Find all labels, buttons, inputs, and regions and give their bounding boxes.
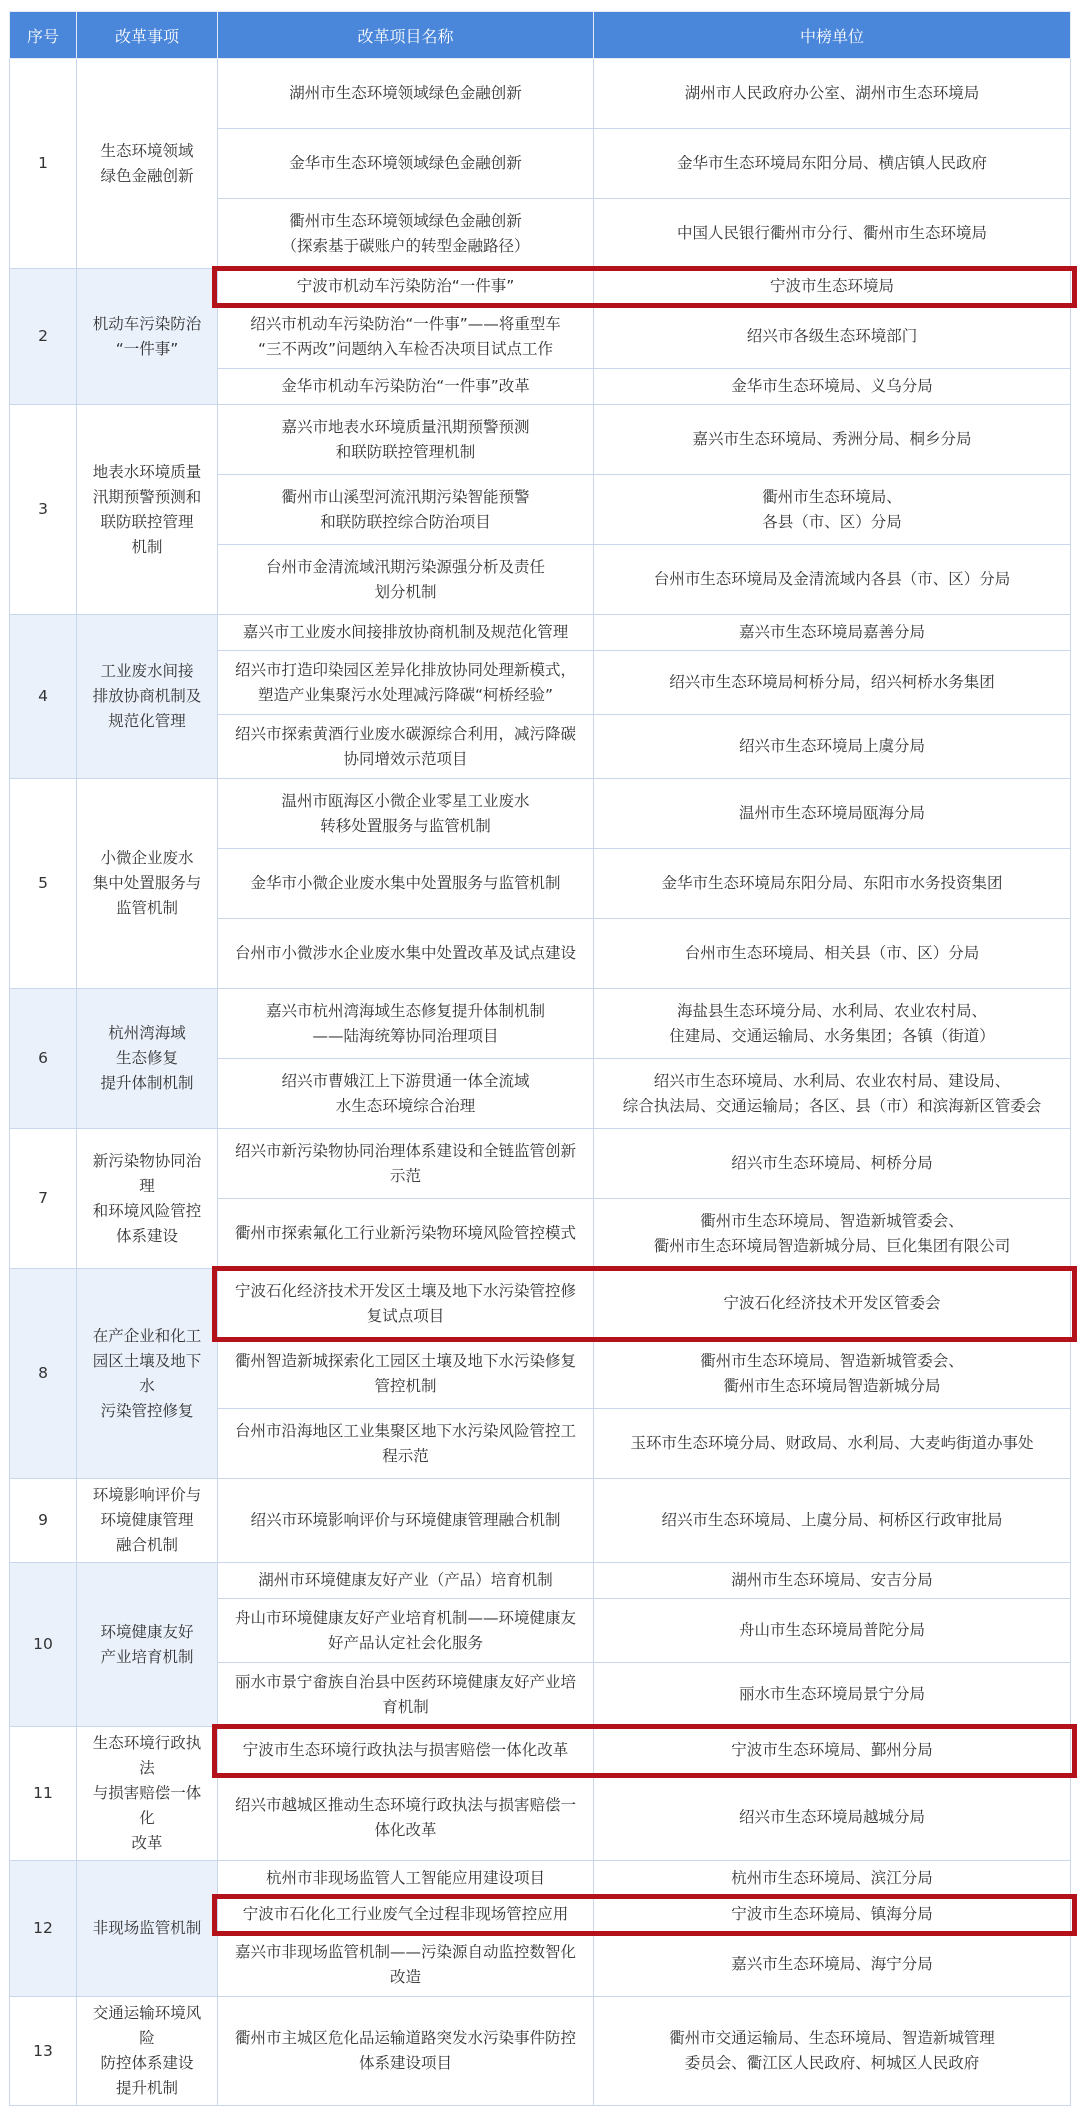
cell-reform-item: 新污染物协同治理 和环境风险管控 体系建设 <box>77 1129 218 1269</box>
cell-winning-unit: 绍兴市生态环境局、水利局、农业农村局、建设局、 综合执法局、交通运输局；各区、县（市）和滨海新区管委会 <box>594 1059 1071 1129</box>
cell-project-name: 衢州市主城区危化品运输道路突发水污染事件防控 体系建设项目 <box>218 1997 594 2106</box>
cell-reform-item: 环境健康友好 产业培育机制 <box>77 1563 218 1727</box>
cell-winning-unit: 金华市生态环境局东阳分局、东阳市水务投资集团 <box>594 849 1071 919</box>
cell-project-name: 湖州市环境健康友好产业（产品）培育机制 <box>218 1563 594 1599</box>
cell-reform-item: 环境影响评价与 环境健康管理 融合机制 <box>77 1479 218 1563</box>
cell-winning-unit: 台州市生态环境局、相关县（市、区）分局 <box>594 919 1071 989</box>
header-unit: 中榜单位 <box>594 12 1071 59</box>
cell-no: 1 <box>10 59 77 269</box>
cell-winning-unit: 宁波石化经济技术开发区管委会 <box>594 1269 1071 1339</box>
table-row <box>10 1727 1071 1775</box>
cell-winning-unit: 金华市生态环境局、义乌分局 <box>594 369 1071 405</box>
cell-project-name: 台州市金清流域汛期污染源强分析及责任 划分机制 <box>218 545 594 615</box>
table-body <box>10 59 1071 2106</box>
cell-winning-unit: 温州市生态环境局瓯海分局 <box>594 779 1071 849</box>
cell-project-name: 宁波市石化化工行业废气全过程非现场管控应用 <box>218 1897 594 1933</box>
cell-project-name: 金华市生态环境领域绿色金融创新 <box>218 129 594 199</box>
cell-winning-unit: 宁波市生态环境局、鄞州分局 <box>594 1727 1071 1775</box>
table-row <box>10 1861 1071 1897</box>
cell-winning-unit: 湖州市人民政府办公室、湖州市生态环境局 <box>594 59 1071 129</box>
cell-no: 11 <box>10 1727 77 1861</box>
cell-reform-item: 非现场监管机制 <box>77 1861 218 1997</box>
table-row <box>10 1129 1071 1199</box>
table-row <box>10 59 1071 129</box>
cell-no: 7 <box>10 1129 77 1269</box>
cell-project-name: 宁波市生态环境行政执法与损害赔偿一体化改革 <box>218 1727 594 1775</box>
cell-winning-unit: 衢州市交通运输局、生态环境局、智造新城管理 委员会、衢江区人民政府、柯城区人民政府 <box>594 1997 1071 2106</box>
cell-project-name: 绍兴市新污染物协同治理体系建设和全链监管创新 示范 <box>218 1129 594 1199</box>
header-no: 序号 <box>10 12 77 59</box>
cell-reform-item: 生态环境行政执法 与损害赔偿一体化 改革 <box>77 1727 218 1861</box>
cell-winning-unit: 绍兴市生态环境局、柯桥分局 <box>594 1129 1071 1199</box>
table-row <box>10 1997 1071 2106</box>
cell-project-name: 衢州市生态环境领域绿色金融创新 （探索基于碳账户的转型金融路径） <box>218 199 594 269</box>
cell-project-name: 金华市小微企业废水集中处置服务与监管机制 <box>218 849 594 919</box>
cell-winning-unit: 宁波市生态环境局 <box>594 269 1071 305</box>
cell-winning-unit: 绍兴市生态环境局越城分局 <box>594 1775 1071 1861</box>
cell-project-name: 绍兴市机动车污染防治“一件事”——将重型车 “三不两改”问题纳入车检否决项目试点工作 <box>218 305 594 369</box>
cell-winning-unit: 衢州市生态环境局、 各县（市、区）分局 <box>594 475 1071 545</box>
cell-project-name: 宁波石化经济技术开发区土壤及地下水污染管控修 复试点项目 <box>218 1269 594 1339</box>
cell-project-name: 衢州市山溪型河流汛期污染智能预警 和联防联控综合防治项目 <box>218 475 594 545</box>
table-row <box>10 1479 1071 1563</box>
cell-no: 4 <box>10 615 77 779</box>
cell-project-name: 绍兴市探索黄酒行业废水碳源综合利用，减污降碳 协同增效示范项目 <box>218 715 594 779</box>
cell-project-name: 绍兴市打造印染园区差异化排放协同处理新模式， 塑造产业集聚污水处理减污降碳“柯桥经验” <box>218 651 594 715</box>
cell-winning-unit: 中国人民银行衢州市分行、衢州市生态环境局 <box>594 199 1071 269</box>
cell-winning-unit: 绍兴市生态环境局、上虞分局、柯桥区行政审批局 <box>594 1479 1071 1563</box>
cell-reform-item: 杭州湾海域 生态修复 提升体制机制 <box>77 989 218 1129</box>
cell-winning-unit: 舟山市生态环境局普陀分局 <box>594 1599 1071 1663</box>
cell-winning-unit: 嘉兴市生态环境局、秀洲分局、桐乡分局 <box>594 405 1071 475</box>
cell-no: 8 <box>10 1269 77 1479</box>
header-item: 改革事项 <box>77 12 218 59</box>
table-row <box>10 1269 1071 1339</box>
cell-project-name: 湖州市生态环境领域绿色金融创新 <box>218 59 594 129</box>
cell-project-name: 嘉兴市地表水环境质量汛期预警预测 和联防联控管理机制 <box>218 405 594 475</box>
cell-reform-item: 生态环境领域 绿色金融创新 <box>77 59 218 269</box>
cell-winning-unit: 绍兴市各级生态环境部门 <box>594 305 1071 369</box>
cell-project-name: 舟山市环境健康友好产业培育机制——环境健康友 好产品认定社会化服务 <box>218 1599 594 1663</box>
cell-no: 6 <box>10 989 77 1129</box>
cell-winning-unit: 绍兴市生态环境局上虞分局 <box>594 715 1071 779</box>
cell-no: 5 <box>10 779 77 989</box>
cell-reform-item: 小微企业废水 集中处置服务与 监管机制 <box>77 779 218 989</box>
table-row <box>10 405 1071 475</box>
cell-reform-item: 机动车污染防治 “一件事” <box>77 269 218 405</box>
cell-winning-unit: 金华市生态环境局东阳分局、横店镇人民政府 <box>594 129 1071 199</box>
cell-no: 3 <box>10 405 77 615</box>
cell-project-name: 绍兴市环境影响评价与环境健康管理融合机制 <box>218 1479 594 1563</box>
cell-project-name: 绍兴市曹娥江上下游贯通一体全流域 水生态环境综合治理 <box>218 1059 594 1129</box>
cell-project-name: 台州市沿海地区工业集聚区地下水污染风险管控工 程示范 <box>218 1409 594 1479</box>
cell-winning-unit: 衢州市生态环境局、智造新城管委会、 衢州市生态环境局智造新城分局 <box>594 1339 1071 1409</box>
cell-project-name: 绍兴市越城区推动生态环境行政执法与损害赔偿一 体化改革 <box>218 1775 594 1861</box>
cell-winning-unit: 海盐县生态环境分局、水利局、农业农村局、 住建局、交通运输局、水务集团；各镇（街道） <box>594 989 1071 1059</box>
cell-winning-unit: 玉环市生态环境分局、财政局、水利局、大麦屿街道办事处 <box>594 1409 1071 1479</box>
cell-project-name: 嘉兴市非现场监管机制——污染源自动监控数智化 改造 <box>218 1933 594 1997</box>
cell-project-name: 衢州智造新城探索化工园区土壤及地下水污染修复 管控机制 <box>218 1339 594 1409</box>
cell-project-name: 丽水市景宁畲族自治县中医药环境健康友好产业培 育机制 <box>218 1663 594 1727</box>
header-row <box>10 12 1071 59</box>
cell-winning-unit: 绍兴市生态环境局柯桥分局，绍兴柯桥水务集团 <box>594 651 1071 715</box>
table-row <box>10 779 1071 849</box>
table-row <box>10 989 1071 1059</box>
cell-project-name: 金华市机动车污染防治“一件事”改革 <box>218 369 594 405</box>
cell-winning-unit: 台州市生态环境局及金清流域内各县（市、区）分局 <box>594 545 1071 615</box>
cell-winning-unit: 嘉兴市生态环境局、海宁分局 <box>594 1933 1071 1997</box>
table-row <box>10 1563 1071 1599</box>
cell-reform-item: 地表水环境质量 汛期预警预测和 联防联控管理 机制 <box>77 405 218 615</box>
reform-results-table <box>9 11 1071 2106</box>
cell-winning-unit: 湖州市生态环境局、安吉分局 <box>594 1563 1071 1599</box>
header-project: 改革项目名称 <box>218 12 594 59</box>
cell-winning-unit: 嘉兴市生态环境局嘉善分局 <box>594 615 1071 651</box>
cell-no: 12 <box>10 1861 77 1997</box>
cell-no: 10 <box>10 1563 77 1727</box>
cell-project-name: 嘉兴市工业废水间接排放协商机制及规范化管理 <box>218 615 594 651</box>
table-row <box>10 269 1071 305</box>
cell-no: 9 <box>10 1479 77 1563</box>
cell-project-name: 嘉兴市杭州湾海域生态修复提升体制机制 ——陆海统筹协同治理项目 <box>218 989 594 1059</box>
cell-reform-item: 在产企业和化工 园区土壤及地下水 污染管控修复 <box>77 1269 218 1479</box>
cell-project-name: 宁波市机动车污染防治“一件事” <box>218 269 594 305</box>
cell-project-name: 温州市瓯海区小微企业零星工业废水 转移处置服务与监管机制 <box>218 779 594 849</box>
cell-no: 13 <box>10 1997 77 2106</box>
cell-winning-unit: 杭州市生态环境局、滨江分局 <box>594 1861 1071 1897</box>
cell-reform-item: 交通运输环境风险 防控体系建设 提升机制 <box>77 1997 218 2106</box>
cell-project-name: 衢州市探索氟化工行业新污染物环境风险管控模式 <box>218 1199 594 1269</box>
cell-project-name: 杭州市非现场监管人工智能应用建设项目 <box>218 1861 594 1897</box>
cell-project-name: 台州市小微涉水企业废水集中处置改革及试点建设 <box>218 919 594 989</box>
cell-winning-unit: 丽水市生态环境局景宁分局 <box>594 1663 1071 1727</box>
table-row <box>10 615 1071 651</box>
cell-no: 2 <box>10 269 77 405</box>
cell-winning-unit: 衢州市生态环境局、智造新城管委会、 衢州市生态环境局智造新城分局、巨化集团有限公司 <box>594 1199 1071 1269</box>
cell-reform-item: 工业废水间接 排放协商机制及 规范化管理 <box>77 615 218 779</box>
cell-winning-unit: 宁波市生态环境局、镇海分局 <box>594 1897 1071 1933</box>
